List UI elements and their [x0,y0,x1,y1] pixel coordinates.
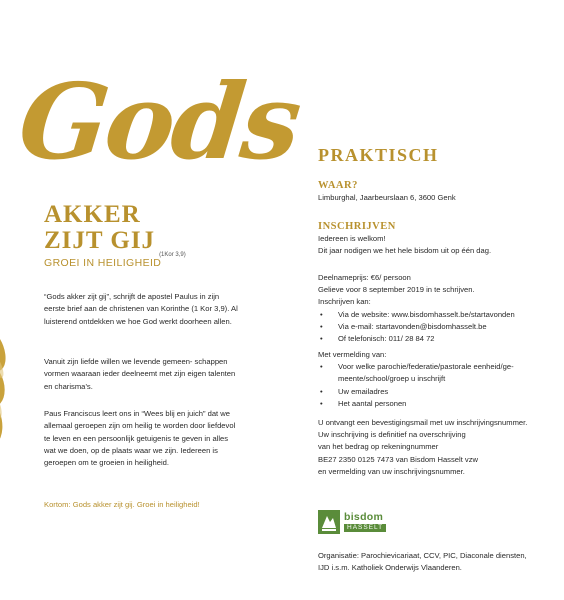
organisatie-block [318,550,527,574]
organisatie-line: IJD i.s.m. Katholiek Onderwijs Vlaanderen. [318,563,462,573]
welkom-block [318,233,491,257]
bevestiging-line: Uw inschrijving is definitief na overschrijving [318,430,466,440]
list-item: • Via e-mail: startavonden@bisdomhasselt.be [318,321,515,333]
deelname-line: Deelnameprijs: €6/ persoon [318,273,411,282]
bisdom-hasselt-logo [318,508,386,536]
welkom-line: Dit jaar nodigen we het hele bisdom uit op één dag. [318,246,492,256]
praktisch-heading: PRAKTISCH [318,145,439,165]
gods-script-title: Gods [13,60,304,183]
subtitle-groei: GROEI IN HEILIGHEID [44,257,162,269]
welkom-line: Iedereen is welkom! [318,234,386,243]
bevestiging-line: U ontvangt een bevestigingsmail met uw inschrijvingsnummer. [318,418,528,427]
logo-bisdom-text: bisdom [344,511,384,523]
organisatie-line: Organisatie: Parochievicariaat, CCV, PIC, Diaconale diensten, [318,551,527,560]
list-item: • Uw emailadres [318,386,553,398]
inschrijven-methods-list [318,309,515,346]
deelname-line: Gelieve voor 8 september 2019 in te schrijven. [318,285,475,295]
intro-paragraph-1: “Gods akker zijt gij”, schrijft de apostel Paulus in zijn eerste brief aan de christenen van Korinthe (1 Kor 3,9). Al luisterend ontdekken we hoe God werkt doorheen allen. [44,292,238,326]
list-item: • Of telefonisch: 011/ 28 84 72 [318,333,515,345]
vermelding-block [318,349,553,410]
title-akker: AKKER [44,201,141,228]
wheat-ear-icon [0,330,16,500]
bisdom-logo-icon [318,510,340,534]
intro-paragraph-3: Paus Franciscus leert ons in “Wees blij en juich” dat we allemaal geroepen zijn om heilig te worden door liefdevol te leven en een persoonlijk getuigenis te geven in alles wat we doen, op de plaats waar we zijn. Iedereen is geroepen om te groeien in heiligheid. [44,409,236,468]
list-item: • Het aantal personen [318,398,553,410]
waar-heading: WAAR? [318,180,358,191]
list-item: • Voor welke parochie/federatie/pastorale eenheid/ge- meente/school/groep u inschrijft [318,361,553,385]
bevestiging-line: BE27 2350 0125 7473 van Bisdom Hasselt vzw [318,454,478,464]
logo-hasselt-text: HASSELT [344,524,386,533]
list-item: • Via de website: www.bisdomhasselt.be/startavonden [318,309,515,321]
inschrijven-heading: INSCHRIJVEN [318,221,396,232]
bevestiging-line: van het bedrag op rekeningnummer [318,442,439,452]
vermelding-line: Met vermelding van: [318,350,387,359]
deelname-line: Inschrijven kan: [318,297,371,307]
address-text: Limburghal, Jaarbeurslaan 6, 3600 Genk [318,193,456,202]
intro-paragraph-2: Vanuit zijn liefde willen we levende gemeen- schappen vormen waaraan ieder deelneemt met zijn eigen talenten en charisma’s. [44,357,236,391]
vermelding-list [318,361,553,410]
bible-reference: (1Kor 3,9) [159,252,186,258]
title-zijt-gij-text: ZIJT GIJ [44,227,156,254]
bevestiging-block [318,417,527,478]
bevestiging-line: en vermelding van uw inschrijvingsnummer. [318,466,465,476]
logo-text [344,512,386,532]
kortom-line: Kortom: Gods akker zijt gij. Groei in heiligheid! [44,500,200,509]
title-zijt-gij [44,227,186,258]
deelname-block [318,272,515,345]
